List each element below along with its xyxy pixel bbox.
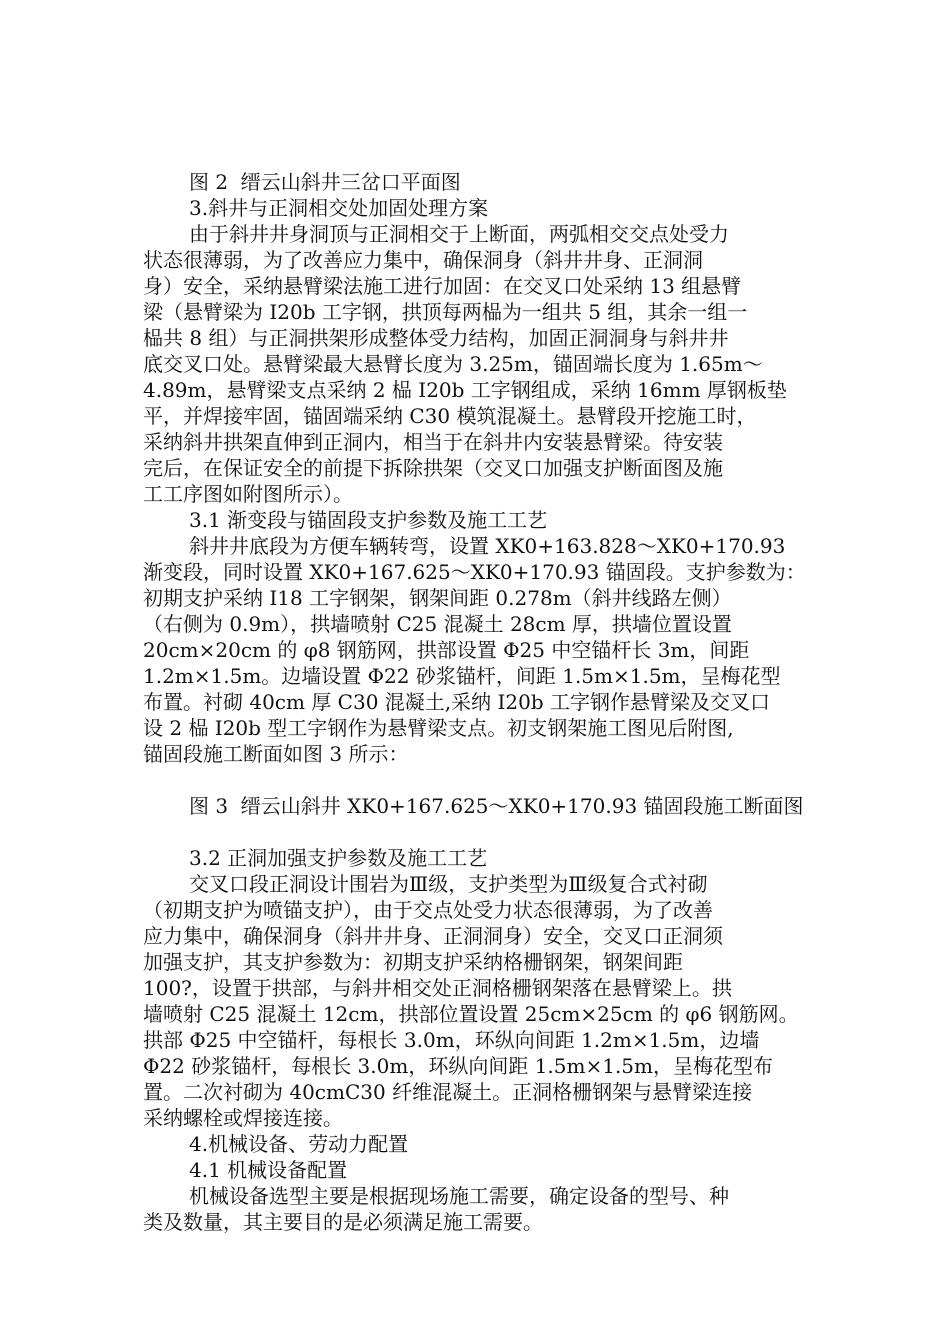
text-line: 类及数量，其主要目的是必须满足施工需要。 [143,1210,543,1234]
blank-line [143,767,805,793]
text-line: 采纳斜井拱架直伸到正洞内，相当于在斜井内安装悬臂梁。待安装 [143,430,723,454]
text-line: 底交叉口处。悬臂梁最大悬臂长度为 3.25m，锚固端长度为 1.65m～ [143,352,763,376]
text-line: 锚固段施工断面如图 3 所示： [143,742,409,766]
text-line: 图 3 缙云山斜井 XK0+167.625～XK0+170.93 锚固段施工断面图 [189,794,804,818]
text-line: 采纳螺栓或焊接连接。 [143,1106,343,1130]
text-line: 4.1 机械设备配置 [189,1158,348,1182]
text-line: 100?，设置于拱部，与斜井相交处正洞格栅钢架落在悬臂梁上。拱 [143,976,732,1000]
text-line: Φ22 砂浆锚杆，每根长 3.0m，环纵向间距 1.5m×1.5m，呈梅花型布 [143,1054,773,1078]
blank-line [143,819,805,845]
text-line: （右侧为 0.9m），拱墙喷射 C25 混凝土 28cm 厚，拱墙位置设置 [143,612,732,636]
document-page [143,169,805,1235]
text-line: 状态很薄弱，为了改善应力集中，确保洞身（斜井井身、正洞洞 [143,248,703,272]
text-line: 3.斜井与正洞相交处加固处理方案 [189,196,489,220]
text-line: 拱部 Φ25 中空锚杆，每根长 3.0m，环纵向间距 1.2m×1.5m，边墙 [143,1028,760,1052]
text-line: 榀共 8 组）与正洞拱架形成整体受力结构，加固正洞洞身与斜井井 [143,326,729,350]
text-line: 梁（悬臂梁为 I20b 工字钢，拱顶每两榀为一组共 5 组，其余一组一 [143,300,748,324]
text-line: 交叉口段正洞设计围岩为Ⅲ级，支护类型为Ⅲ级复合式衬砌 [189,872,708,896]
text-line: （初期支护为喷锚支护），由于交点处受力状态很薄弱，为了改善 [143,898,713,922]
text-line: 身）安全，采纳悬臂梁法施工进行加固：在交叉口处采纳 13 组悬臂 [143,274,742,298]
text-line: 平，并焊接牢固，锚固端采纳 C30 模筑混凝土。悬臂段开挖施工时， [143,404,757,428]
text-line: 布置。衬砌 40cm 厚 C30 混凝土,采纳 I20b 工字钢作悬臂梁及交叉口 [143,690,771,714]
text-line: 3.2 正洞加强支护参数及施工工艺 [189,846,488,870]
text-line: 1.2m×1.5m。边墙设置 Φ22 砂浆锚杆，间距 1.5m×1.5m，呈梅花型 [143,664,781,688]
text-line: 完后，在保证安全的前提下拆除拱架（交叉口加强支护断面图及施 [143,456,723,480]
text-line: 机械设备选型主要是根据现场施工需要，确定设备的型号、种 [189,1184,729,1208]
text-line: 加强支护，其支护参数为：初期支护采纳格栅钢架，钢架间距 [143,950,683,974]
text-line: 应力集中，确保洞身（斜井井身、正洞洞身）安全，交叉口正洞须 [143,924,723,948]
text-line: 3.1 渐变段与锚固段支护参数及施工工艺 [189,508,548,532]
text-line: 渐变段，同时设置 XK0+167.625～XK0+170.93 锚固段。支护参数为： [143,560,806,584]
text-line: 置。二次衬砌为 40cmC30 纤维混凝土。正洞格栅钢架与悬臂梁连接 [143,1080,753,1104]
text-line: 20cm×20cm 的 φ8 钢筋网，拱部设置 Φ25 中空锚杆长 3m，间距 [143,638,750,662]
text-line: 4.机械设备、劳动力配置 [189,1132,409,1156]
text-line: 斜井井底段为方便车辆转弯，设置 XK0+163.828～XK0+170.93 [189,534,786,558]
text-line: 工工序图如附图所示）。 [143,482,353,506]
text-line: 4.89m，悬臂梁支点采纳 2 榀 I20b 工字钢组成，采纳 16mm 厚钢板垫 [143,378,787,402]
text-line: 图 2 缙云山斜井三岔口平面图 [189,170,461,194]
text-line: 墙喷射 C25 混凝土 12cm，拱部位置设置 25cm×25cm 的 φ6 钢筋网。 [143,1002,799,1026]
text-line: 设 2 榀 I20b 型工字钢作为悬臂梁支点。初支钢架施工图见后附图, [143,716,734,740]
text-line: 由于斜井井身洞顶与正洞相交于上断面，两弧相交交点处受力 [189,222,729,246]
text-line: 初期支护采纳 I18 工字钢架，钢架间距 0.278m（斜井线路左侧） [143,586,732,610]
